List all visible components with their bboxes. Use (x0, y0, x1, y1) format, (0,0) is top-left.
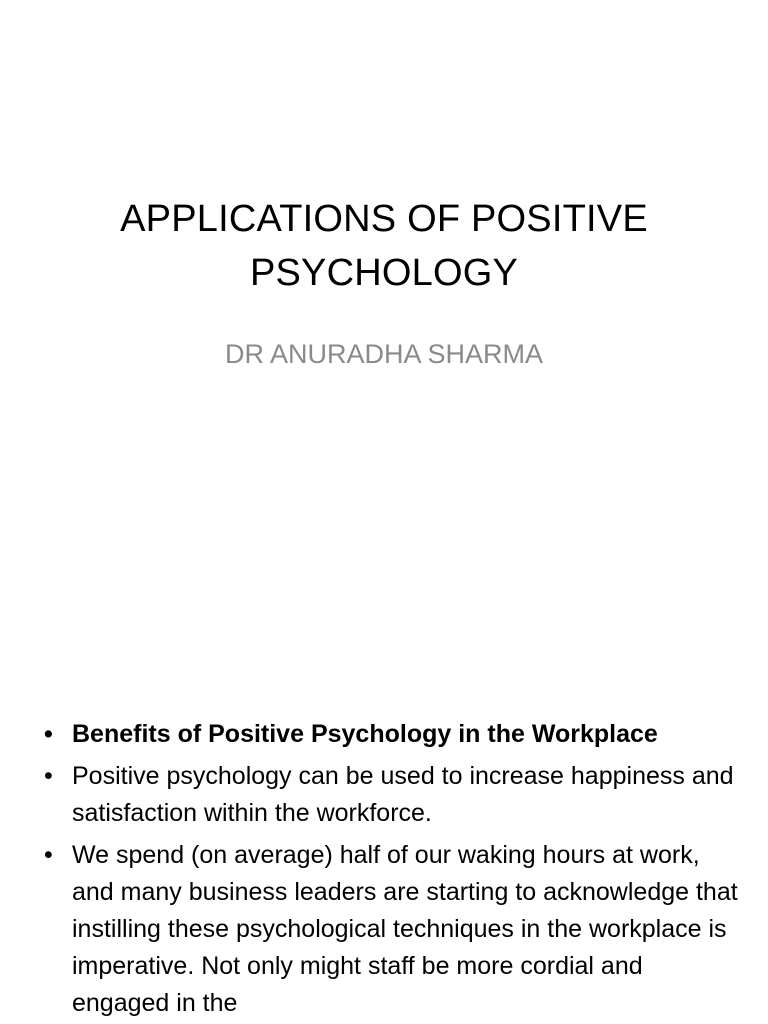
bullet-item: • Positive psychology can be used to increase happiness and satisfaction within the workforce. (44, 758, 738, 832)
content-slide (0, 688, 768, 1024)
slide-title-line-1: APPLICATIONS OF POSITIVE (120, 198, 648, 240)
bullet-list (44, 716, 738, 1024)
slide-subtitle: DR ANURADHA SHARMA (224, 339, 544, 369)
bullet-heading: • Benefits of Positive Psychology in the Workplace (44, 716, 738, 753)
slide-title (40, 192, 728, 300)
slide-title-line-2: PSYCHOLOGY (249, 252, 519, 294)
bullet-item: • We spend (on average) half of our waking hours at work, and many business leaders are starting to acknowledge that instilling these psychological techniques in the workplace is imperative. Not only might staff be more cordial and engaged in the (44, 837, 738, 1022)
